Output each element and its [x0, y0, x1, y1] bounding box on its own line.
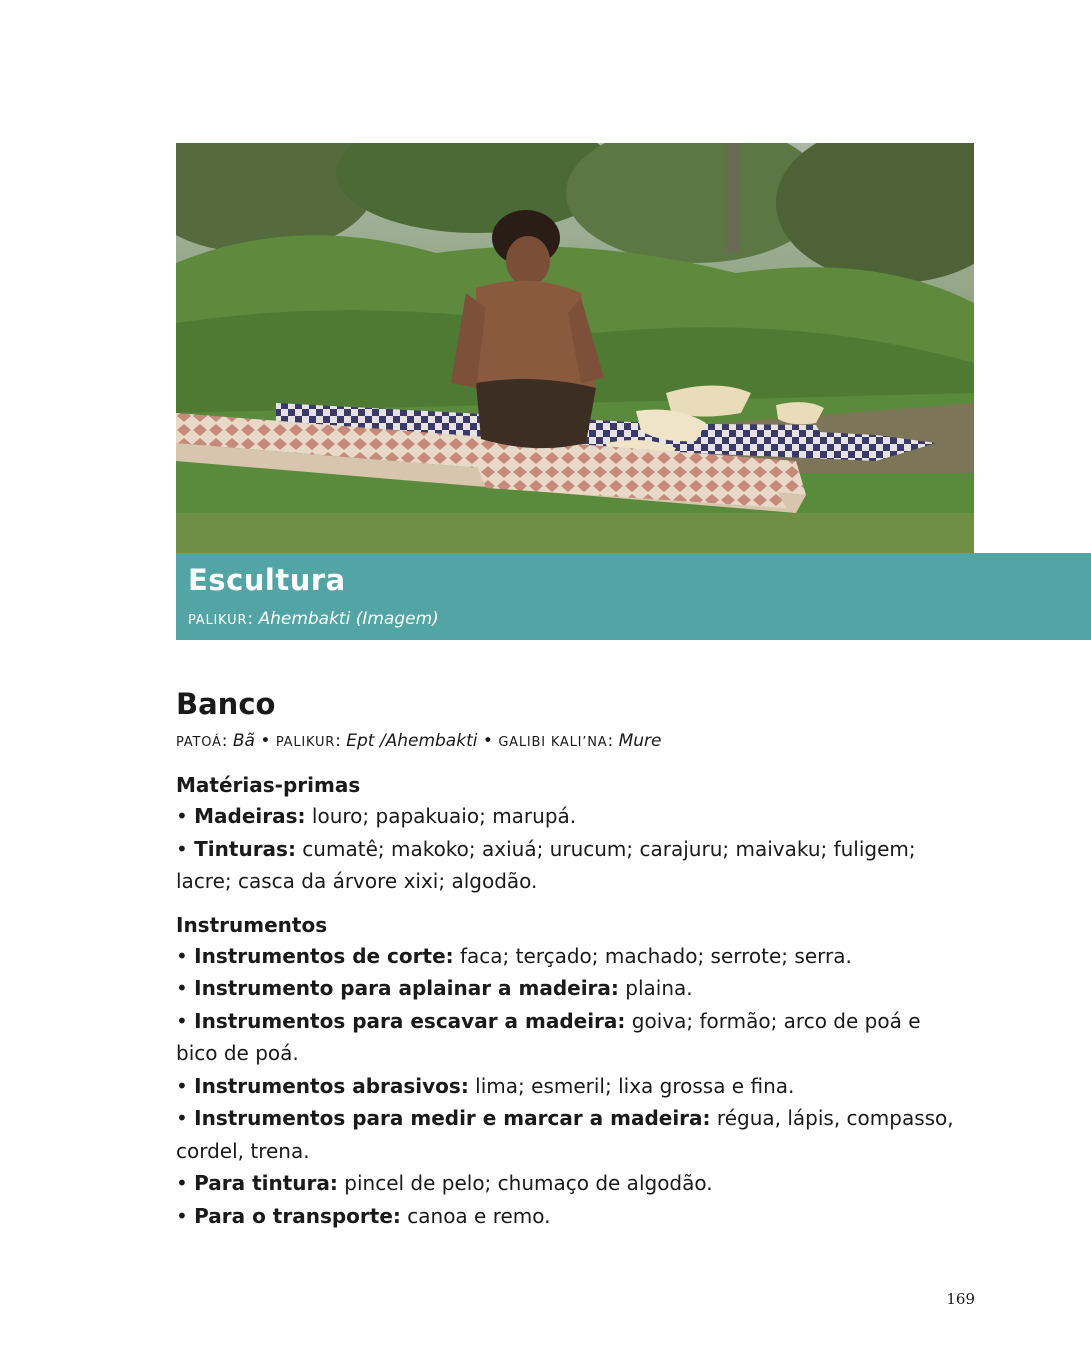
- section-title: Banco: [176, 687, 276, 721]
- instrumentos-heading: Instrumentos: [176, 912, 328, 937]
- page-number: 169: [946, 1290, 975, 1308]
- list-item: • Para tintura: pincel de pelo; chumaço de algodão.: [176, 1171, 713, 1195]
- list-item: • Tinturas: cumatê; makoko; axiuá; urucum; carajuru; maivaku; fuligem; lacre; casca da árvore xixi; algodão.: [176, 836, 916, 893]
- section-banner: [176, 553, 1091, 640]
- materias-heading: Matérias-primas: [176, 773, 361, 797]
- photo-image: [176, 143, 974, 553]
- list-item: • Madeiras: louro; papakuaio; marupá.: [176, 804, 577, 828]
- language-names: PATOÁ: Bã • PALIKUR: Ept /Ahembakti • GALIBI KALI’NA: Mure: [176, 731, 662, 751]
- list-item: • Para o transporte: canoa e remo.: [176, 1203, 551, 1228]
- banner-subtitle: PALIKUR: Ahembakti (Imagem): [188, 609, 439, 629]
- content: [176, 684, 966, 1232]
- banner-sub-lang: PALIKUR: [188, 613, 248, 628]
- list-item: • Instrumentos abrasivos: lima; esmeril; lixa grossa e fina.: [176, 1073, 795, 1098]
- list-item: • Instrumento para aplainar a madeira: plaina.: [176, 976, 693, 1000]
- photo: [176, 143, 974, 553]
- list-item: • Instrumentos para medir e marcar a madeira: régua, lápis, compasso, cordel, trena.: [176, 1106, 954, 1163]
- banner-sub-value: Ahembakti (Imagem): [258, 609, 439, 629]
- list-item: • Instrumentos para escavar a madeira: goiva; formão; arco de poá e bico de poá.: [176, 1008, 921, 1065]
- list-item: • Instrumentos de corte: faca; terçado; machado; serrote; serra.: [176, 943, 852, 968]
- banner-title: Escultura: [188, 563, 346, 597]
